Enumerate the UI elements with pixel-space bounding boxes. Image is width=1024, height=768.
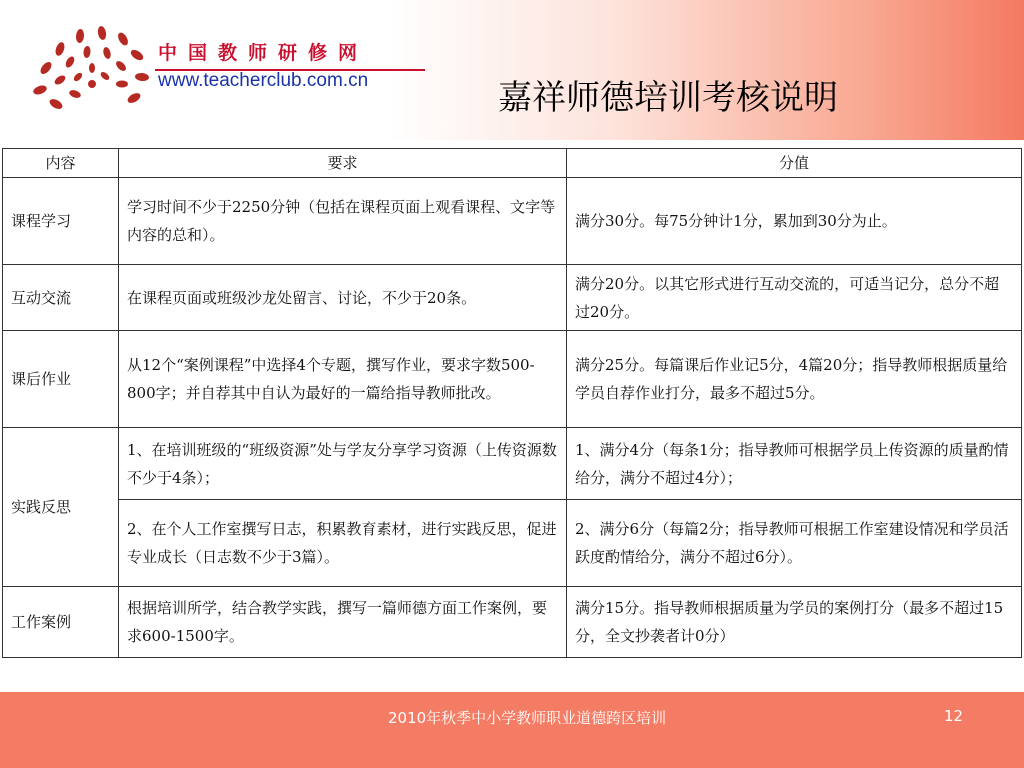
table-header-row (3, 149, 1022, 178)
row-score: 满分15分。指导教师根据质量为学员的案例打分（最多不超过15分，全文抄袭者计0分） (567, 587, 1022, 658)
header-requirement: 要求 (119, 149, 567, 178)
row-requirement: 根据培训所学，结合教学实践，撰写一篇师德方面工作案例，要求600-1500字。 (119, 587, 567, 658)
assessment-table (2, 148, 1022, 658)
table-row (3, 428, 1022, 500)
row-category: 实践反思 (3, 428, 119, 587)
row-requirement: 从12个“案例课程”中选择4个专题，撰写作业，要求字数500-800字；并自荐其中自认为最好的一篇给指导教师批改。 (119, 331, 567, 428)
row-score: 2、满分6分（每篇2分；指导教师可根据工作室建设情况和学员活跃度酌情给分，满分不超过6分）。 (567, 500, 1022, 587)
row-requirement: 在课程页面或班级沙龙处留言、讨论，不少于20条。 (119, 265, 567, 331)
table-row (3, 587, 1022, 658)
table-row (3, 500, 1022, 587)
table-row (3, 265, 1022, 331)
row-score: 满分30分。每75分钟计1分，累加到30分为止。 (567, 178, 1022, 265)
row-requirement: 学习时间不少于2250分钟（包括在课程页面上观看课程、文字等内容的总和）。 (119, 178, 567, 265)
row-score: 满分20分。以其它形式进行互动交流的，可适当记分，总分不超过20分。 (567, 265, 1022, 331)
teacherclub-logo-icon (30, 22, 155, 122)
footer-bar (0, 692, 1024, 768)
row-category: 课后作业 (3, 331, 119, 428)
page-title: 嘉祥师德培训考核说明 (498, 78, 838, 118)
header-content: 内容 (3, 149, 119, 178)
table-row (3, 178, 1022, 265)
page-number: 12 (944, 707, 964, 725)
footer-text: 2010年秋季中小学教师职业道德跨区培训 (388, 709, 667, 727)
header-score: 分值 (567, 149, 1022, 178)
header-banner (0, 0, 1024, 140)
site-url[interactable]: www.teacherclub.com.cn (158, 70, 369, 91)
row-category: 互动交流 (3, 265, 119, 331)
row-requirement: 2、在个人工作室撰写日志，积累教育素材，进行实践反思，促进专业成长（日志数不少于3篇）。 (119, 500, 567, 587)
row-category: 工作案例 (3, 587, 119, 658)
row-requirement: 1、在培训班级的“班级资源”处与学友分享学习资源（上传资源数不少于4条）； (119, 428, 567, 500)
row-score: 1、满分4分（每条1分；指导教师可根据学员上传资源的质量酌情给分，满分不超过4分）； (567, 428, 1022, 500)
table-row (3, 331, 1022, 428)
row-category: 课程学习 (3, 178, 119, 265)
brand-name: 中国教师研修网 (158, 42, 369, 64)
row-score: 满分25分。每篇课后作业记5分，4篇20分；指导教师根据质量给学员自荐作业打分，最多不超过5分。 (567, 331, 1022, 428)
